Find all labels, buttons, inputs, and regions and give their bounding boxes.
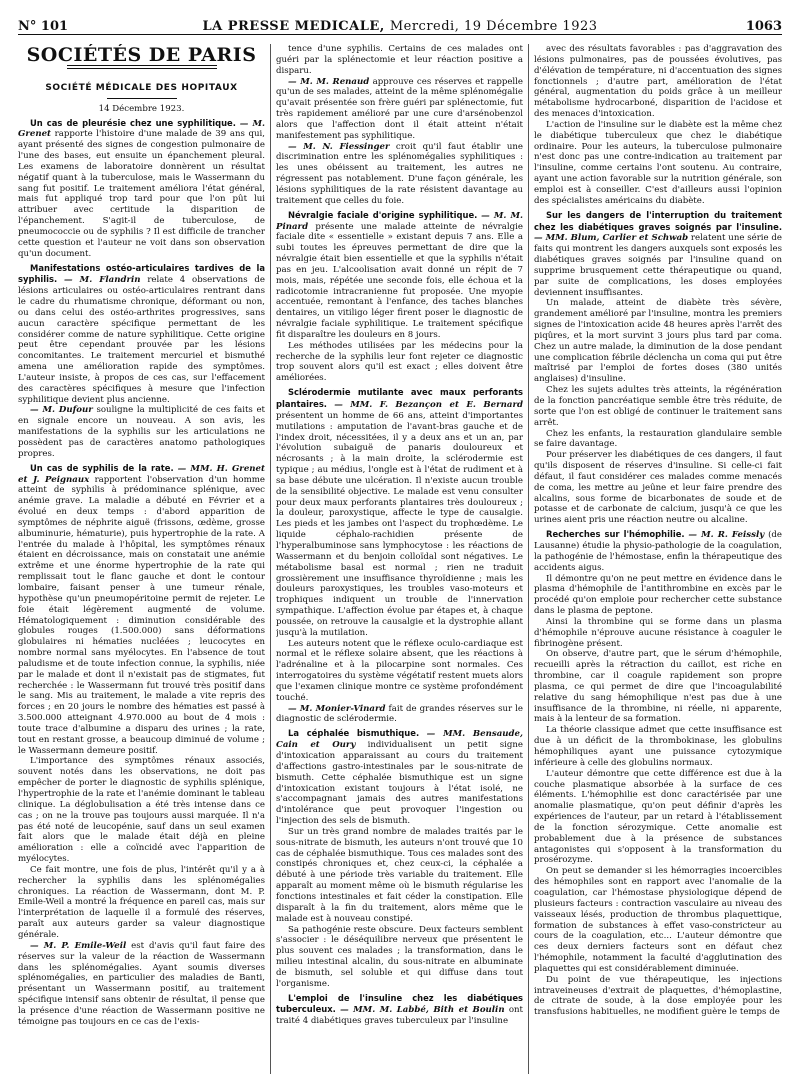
article-paragraph: [276, 728, 523, 827]
article-text: Chez les sujets adultes très atteints, la régénération de la fonction pancréatique semble être très réduite, de sorte que l'on est obligé de continuer le traitement sans arrêt.: [534, 385, 782, 428]
article-paragraph: [534, 120, 782, 207]
article-paragraph: [18, 756, 265, 864]
article-text: L'importance des symptômes rénaux associés, souvent notés dans les observations, ne doit pas empêcher de porter le diagnostic de syphilis splénique, l'hypertrophie de la rate et l'anémie dominant le tableau clinique. La déglobulisation a été très intense dans ce cas ; on ne la trouve pas toujours aussi marquée. Il n'a pas été noté de leucopénie, sauf dans un seul examen fait alors que le malade était déjà en pleine amélioration : elle a coïncidé avec l'apparition de myélocytes.: [18, 756, 265, 865]
article-authors: — M. Grenet: [18, 118, 265, 140]
article-text: présentent un homme de 66 ans, atteint d'importantes mutilations : amputation de l'avant-bras gauche et de l'index droit, nécessitées, il y a deux ans et un an, par l'évolution subaiguë de panaris douloureux et nécrosants ; à la main droite, la sclérodermie est typique ; au médius, l'ongle est à l'état de rudiment et à sa base débute une ulcération. Il n'existe aucun trouble de la sensibilité objective. Le malade est venu consulter pour deux maux perforants plantaires très douloureux ; la douleur, paroxystique, affecte le type de causalgie. Les pieds et les jambes ont l'aspect du trophœdème. Le liquide céphalo-rachidien présente de l'hyperalbuminose sans lymphocytose : les réactions de Wassermann et du benjoin colloïdal sont négatives. Le métabolisme basal est normal ; rien ne traduit grossièrement une insuffisance thyroïdienne ; mais les douleurs paroxystiques, les troubles vaso-moteurs et trophiques indiquent un trouble de l'innervation sympathique. L'affection évolue par étapes et, à chaque poussée, on retrouve la causalgie et la dystrophie allant jusqu'à la mutilation.: [276, 410, 523, 638]
article-text: L'auteur démontre que cette différence est due à la couche plasmatique absorbée à la surface de ces éléments. L'hémophilie est donc caractérisée par une anomalie plasmatique, qu'on peut définir d'après les expériences de l'auteur, par un retard à l'établissement de la fonction sérozymique. Cette anomalie est probablement due à la présence de substances antagonistes qui s'opposent à la transformation du prosérozyme.: [534, 768, 782, 866]
article-text: Pour préserver les diabétiques de ces dangers, il faut qu'ils disposent de réserves d'insuline. Si celle-ci fait défaut, il faut considérer ces malades comme menacés de coma, les mettre au jeûne et leur faire prendre des alcalins, sous forme de bicarbonates de soude et de potasse et de carbonate de calcium, jusqu'à ce que les urines aient pris une réaction neutre ou alcaline.: [534, 450, 782, 526]
article-paragraph: [534, 44, 782, 120]
article-text: La théorie classique admet que cette insuffisance est due à un déficit de la thrombokinase, les globulins hémophiliques ayant une puissance cytozymique inférieure à celle des globulins normaux.: [534, 725, 782, 768]
article-text: rapporte l'histoire d'une malade de 39 ans qui, ayant présenté des signes de congestion pulmonaire de l'une des bases, eut ensuite un épanchement pleural. Les examens de laboratoire donnèrent un résultat négatif quant à la tuberculose, mais le Wassermann du sang fut positif. Le traitement améliora l'état général, mais fut appliqué trop tard pour que l'on pût lui attribuer avec certitude la disparition de l'épanchement. S'agit-il de tuberculose, de pneumococcie ou de syphilis ? Il est difficile de trancher cette question et l'auteur ne voit dans son observation qu'un document.: [18, 129, 265, 259]
article-text: Ce fait montre, une fois de plus, l'intérêt qu'il y a à rechercher la syphilis dans les splénomégalies chroniques. La réaction de Wassermann, dont M. P. Emile-Weil a montré la fréquence en pareil cas, mais sur l'interprétation de laquelle il a formulé des réserves, paraît aux auteurs garder sa valeur diagnostique générale.: [18, 864, 265, 940]
article-paragraph: [18, 263, 265, 406]
article-paragraph: [276, 925, 523, 990]
article-text: On peut se demander si les hémorragies incoercibles des hémophiles sont en rapport avec l'anomalie de la coagulation, car l'hémostase physiologique dépend de plusieurs facteurs : contraction vasculaire au niveau des vaisseaux lésés, production de thrombus plaquettique, formation de substances à effet vaso-constricteur au cours de la coagulation, etc... L'auteur démontre que ces deux derniers facteurs sont en défaut chez l'hémophile, notamment la faculté d'agglutination des plaquettes qui est considérablement diminuée.: [534, 866, 782, 974]
article-paragraph: [534, 385, 782, 428]
section-title: SOCIÉTÉS DE PARIS: [26, 44, 257, 66]
article-paragraph: [276, 639, 523, 704]
column-divider: [528, 44, 529, 1074]
article-paragraph: [18, 865, 265, 941]
column-2: [276, 44, 523, 1074]
article-text: Un malade, atteint de diabète très sévère, grandement amélioré par l'insuline, montra les premiers signes de l'intoxication acide 48 heures après l'arrêt des piqûres, et la mort survint 3 jours plus tard par coma. Chez un autre malade, la diminution de la dose pendant une complication fébrile déclencha un coma qui put être maîtrisé par l'emploi de fortes doses (380 unités anglaises) d'insuline.: [534, 298, 782, 385]
article-paragraph: [276, 77, 523, 142]
article-title: L'emploi de l'insuline chez les diabétiques tuberculeux.: [276, 992, 523, 1015]
article-text: souligne la multiplicité de ces faits et en signale encore un nouveau. A son avis, les manifestations de la syphilis sur les articulations ne possèdent pas de caractères anatomo pathologiques propres.: [18, 405, 265, 459]
journal-line: [98, 19, 702, 34]
article-paragraph: [534, 450, 782, 526]
column-3: [534, 44, 782, 1074]
column-1: [18, 44, 265, 1074]
article-text: rapportent l'observation d'un homme atteint de syphilis à prédominance splénique, avec anémie grave. La maladie a débuté en Février et a évolué en deux temps : d'abord apparition de symptômes de néphrite aiguë (frissons, œdème, grosse albuminurie, hématurie), puis hypertrophie de la rate. A l'entrée du malade à l'hôpital, les symptômes rénaux étaient en décroissance, mais on constatait une anémie extrême et une énorme hypertrophie de la rate qui remplissait tout le flanc gauche et dont le contour lombaire, faisant penser à une tumeur rénale, hypothèse qu'un pneumopéritoine permit de rejeter. Le foie était légèrement augmenté de volume. Hématologiquement : diminution considérable des globules rouges (1.500.000) sans déformations globulaires ni hématies nucléées ; leucocytes en nombre normal sans myélocytes. En l'absence de tout paludisme et de toute infection connue, la syphilis, niée par le malade et dont il n'existait pas de stigmates, fut recherchée : le Wassermann fut trouvé très positif dans le sang. Mis au traitement, le malade a vite repris des forces ; en 20 jours le nombre des hématies est passé à 3.500.000 atteignant 4.970.000 au bout de 4 mois : toute trace d'albumine a disparu des urines ; la rate, tout en restant grosse, a beaucoup diminué de volume ; le Wassermann demeure positif.: [18, 474, 265, 756]
article-paragraph: [276, 210, 523, 341]
article-paragraph: [534, 975, 782, 1018]
article-title: Manifestations ostéo-articulaires tardives de la syphilis.: [18, 262, 265, 285]
article-authors: — MM. H. Grenet et J. Peignaux: [18, 463, 265, 485]
article-paragraph: [534, 210, 782, 299]
article-paragraph: [534, 574, 782, 617]
article-authors: — M. Monier-Vinard: [288, 703, 386, 714]
article-text: présente une malade atteinte de névralgie faciale dite « essentielle » existant depuis 7 ans. Elle a subi toutes les épreuves permettant de dire que la névralgie était bien essentielle et que la syphilis n'était pas en jeu. L'alcoolisation avait donné un répit de 7 mois, mais, répétée une seconde fois, elle échoua et la radicotomie intracranienne fut proposée. Une myopie accentuée, remontant à l'enfance, des taches blanches dentaires, un vitiligo léger firent poser le diagnostic de névralgie faciale syphilitique. Le traitement spécifique fit disparaître les douleurs en 8 jours.: [276, 221, 523, 340]
article-paragraph: [534, 529, 782, 573]
article-authors: — M. M. Renaud: [288, 76, 370, 87]
article-paragraph: [276, 993, 523, 1028]
article-text: Il démontre qu'on ne peut mettre en évidence dans le plasma d'hémophile de l'antithrombine en excès par le procédé qu'on emploie pour rechercher cette substance dans le plasma de peptone.: [534, 573, 782, 617]
article-text: ont traité 4 diabétiques graves tuberculeux par l'insuline: [276, 1005, 523, 1027]
article-title: Un cas de syphilis de la rate.: [30, 462, 174, 473]
article-text: On observe, d'autre part, que le sérum d'hémophile, recueilli après la rétraction du caillot, est riche en thrombine, car il coagule rapidement son propre plasma, ce qui permet de dire que l'incoagulabilité relative du sang hémophilique n'est pas due à une insuffisance de la thrombine, ni réelle, ni apparente, mais à la lenteur de sa formation.: [534, 649, 782, 725]
article-paragraph: [534, 617, 782, 650]
article-paragraph: [534, 298, 782, 385]
article-title: La céphalée bismuthique.: [288, 728, 420, 739]
article-text: Sur un très grand nombre de malades traités par le sous-nitrate de bismuth, les auteurs n'ont trouvé que 10 cas de céphalée bismuthique. Tous ces malades sont des constipés chroniques et, chez ceux-ci, la céphalée a débuté à une période très variable du traitement. Elle apparaît au moment même où le bismuth régularise les fonctions intestinales et fait céder la constipation. Elle disparaît à la fin du traitement, alors même que le malade est à nouveau constipé.: [276, 826, 523, 924]
column-divider: [270, 44, 271, 1074]
article-text: relatent une série de faits qui montrent les dangers auxquels sont exposés les diabétiques graves soignés par l'insuline quand on supprime brusquement cette thérapeutique ou quand, par suite de complications, les doses employées deviennent insuffisantes.: [534, 233, 782, 298]
article-authors: — MM. M. Labbé, Bith et Boulin: [340, 1005, 505, 1016]
article-authors: — MM. F. Bezançon et E. Bernard: [334, 400, 523, 410]
page-number: 1063: [745, 19, 782, 34]
article-paragraph: [276, 142, 523, 207]
article-paragraph: [18, 941, 265, 1028]
article-title: Un cas de pleurésie chez une syphilitique.: [30, 117, 236, 128]
article-title: Sur les dangers de l'interruption du traitement chez les diabétiques graves soignés par l'insuline.: [534, 209, 782, 232]
society-rule: [107, 98, 177, 99]
article-authors: — M. Flandrin: [64, 275, 141, 286]
journal-name: LA PRESSE MEDICALE,: [202, 19, 385, 34]
article-title: Recherches sur l'hémophilie.: [546, 529, 685, 540]
article-paragraph: [276, 44, 523, 77]
issue-number: N° 101: [18, 19, 69, 34]
article-text: individualisent un petit signe d'intoxication apparaissant au cours du traitement d'affections gastro-intestinales par le sous-nitrate de bismuth. Cette céphalée bismuthique est un signe d'intoxication existant toujours à l'état isolé, ne s'accompagnant jamais des autres manifestations d'intolérance que peut provoquer l'ingestion ou l'injection des sels de bismuth.: [276, 740, 523, 827]
article-paragraph: [276, 827, 523, 925]
article-paragraph: [534, 725, 782, 768]
article-paragraph: [534, 429, 782, 451]
article-paragraph: [18, 463, 265, 757]
page-header: [18, 12, 782, 35]
article-authors: — M. N. Fiessinger: [288, 141, 390, 152]
article-authors: — M. R. Feissly: [688, 530, 765, 541]
article-paragraph: [276, 704, 523, 726]
session-date: 14 Décembre 1923.: [98, 103, 185, 114]
article-title: Sclérodermie mutilante avec maux perforants plantaires.: [276, 387, 523, 409]
article-authors: — M. Dufour: [30, 405, 93, 416]
article-text: Les auteurs notent que le réflexe oculo-cardiaque est normal et le réflexe solaire absent, que les réactions à l'adrénaline et à la pilocarpine sont normales. Ces interrogatoires du système végétatif restent muets alors que l'examen clinique montre ce système profondément touché.: [276, 638, 523, 703]
article-authors: — M. P. Emile-Weil: [30, 940, 127, 951]
article-text: relate 4 observations de lésions articulaires ou ostéo-articulaires rentrant dans le cadre du rhumatisme chronique, déformant ou non, ou dans celui des ostéo-arthrites progressives, sans aucun caractère spécifique permettant de les considérer comme de nature syphilitique. Cette origine peut être cependant prouvée par les lésions concomitantes. Le traitement mercuriel et bismuthé amena une amélioration rapide des symptômes. L'auteur insiste, à propos de ces cas, sur l'effacement des caractères spécifiques à mesure que l'infection syphilitique devient plus ancienne.: [18, 275, 265, 405]
article-paragraph: [18, 118, 265, 260]
issue-date: Mercredi, 19 Décembre 1923: [389, 19, 598, 34]
article-text: Chez les enfants, la restauration glandulaire semble se faire davantage.: [534, 428, 782, 450]
article-text: L'action de l'insuline sur le diabète est la même chez le diabétique tuberculeux que chez le diabétique ordinaire. Pour les auteurs, la tuberculose pulmonaire n'est donc pas une contre-indication au traitement par l'insuline, comme certains l'ont soutenu. Au contraire, ayant une action favorable sur la nutrition générale, son emploi est à conseiller. C'est d'ailleurs aussi l'opinion des spécialistes américains du diabète.: [534, 119, 782, 206]
article-text: Les méthodes utilisées par les médecins pour la recherche de la syphilis leur font rejeter ce diagnostic trop souvent alors qu'il est exact ; elles doivent être améliorées.: [276, 340, 523, 384]
article-text: tence d'une syphilis. Certains de ces malades ont guéri par la splénectomie et leur réaction positive a disparu.: [276, 44, 523, 76]
article-authors: — MM. Blum, Carlier et Schwab: [534, 233, 689, 244]
article-authors: — MM. Bensaude, Cain et Oury: [276, 729, 523, 751]
article-text: Du point de vue thérapeutique, les injections intraveineuses d'extrait de plaquettes, d'hémoplastine, de citrate de soude, à la dose employée pour les transfusions habituelles, ne modifient guère le temps de: [534, 974, 782, 1018]
article-text: (de Lausanne) étudie la physio-pathologie de la coagulation, la pathogénie de l'hémostase, enfin la thérapeutique des accidents aigus.: [534, 530, 782, 573]
article-text: Sa pathogénie reste obscure. Deux facteurs semblent s'associer : le déséquilibre nerveux que présentent le plus souvent ces malades ; la transformation, dans le milieu intestinal alcalin, du sous-nitrate en albuminate de bismuth, sel soluble et qui diffuse dans tout l'organisme.: [276, 924, 523, 989]
society-name: SOCIÉTÉ MÉDICALE DES HOPITAUX: [45, 82, 238, 93]
article-authors: — M. M. Pinard: [276, 210, 523, 232]
article-text: croit qu'il faut établir une discrimination entre les splénomégalies syphilitiques : les unes obéissent au traitement, les autres ne régressent pas notablement. D'une façon générale, les lésions syphilitiques de la rate résistent davantage au traitement que celles du foie.: [276, 141, 523, 206]
article-text: Ainsi la thrombine qui se forme dans un plasma d'hémophile n'éprouve aucune résistance à coaguler le fibrinogène présent.: [534, 616, 782, 649]
article-text: avec des résultats favorables : pas d'aggravation des lésions pulmonaires, pas de poussées évolutives, pas d'élévation de température, ni d'accentuation des signes fonctionnels ; d'autre part, amélioration de l'état général, augmentation du poids grâce à un meilleur métabolisme hydrocarboné, disparition de l'acidose et des menaces d'intoxication.: [534, 44, 782, 120]
article-paragraph: [276, 341, 523, 384]
article-text: est d'avis qu'il faut faire des réserves sur la valeur de la réaction de Wassermann dans les splénomégalies. Ayant soumis diverses splénomégalies, en particulier des maladies de Banti, présentant un Wassermann positif, au traitement spécifique intensif sans obtenir de résultat, il pense que la présence d'une réaction de Wassermann positive ne témoigne pas toujours en ce cas de l'exis-: [18, 940, 265, 1027]
article-text: fait de grandes réserves sur le diagnostic de sclérodermie.: [276, 703, 523, 725]
article-paragraph: [534, 649, 782, 725]
article-paragraph: [18, 405, 265, 459]
article-paragraph: [276, 387, 523, 638]
article-paragraph: [534, 866, 782, 974]
article-title: Névralgie faciale d'origine syphilitique.: [288, 209, 478, 220]
article-paragraph: [534, 769, 782, 867]
article-text: approuve ces réserves et rappelle qu'un de ses malades, atteint de la même splénomégalie qu'avait présentée son frère guéri par splénectomie, fut très rapidement amélioré par une cure d'arsénobenzol alors que l'affection dont il était atteint n'était manifestement pas syphilitique.: [276, 76, 523, 141]
